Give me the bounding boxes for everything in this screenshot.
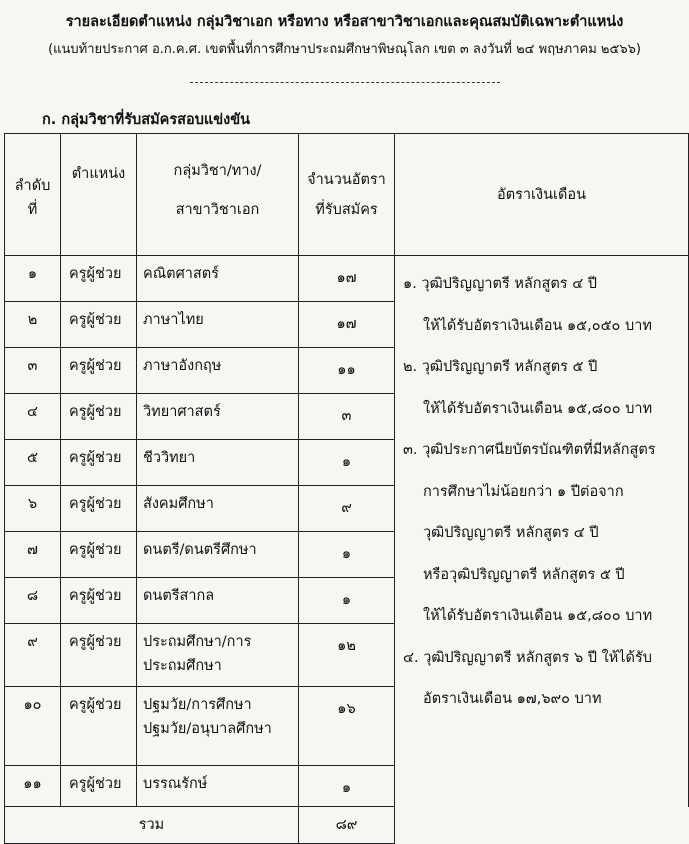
salary-line: ๔. วุฒิปริญญาตรี หลักสูตร ๖ ปี ให้ได้รับ <box>403 649 652 666</box>
row-number: ๔ <box>5 394 61 440</box>
dotted-divider <box>190 82 500 83</box>
row-number: ๒ <box>5 302 61 348</box>
row-count: ๑๑ <box>299 348 395 394</box>
total-salary-cell <box>395 807 689 844</box>
positions-table <box>4 133 689 844</box>
row-count: ๑๗ <box>299 256 395 302</box>
row-count: ๑ <box>299 578 395 624</box>
salary-line: การศึกษาไม่น้อยกว่า ๑ ปีต่อจาก <box>423 483 624 500</box>
total-count: ๘๙ <box>299 807 395 844</box>
document-title: รายละเอียดตำแหน่ง กลุ่มวิชาเอก หรือทาง หรือสาขาวิชาเอกและคุณสมบัติเฉพาะตำแหน่ง <box>65 14 624 30</box>
header-count-line2: ที่รับสมัคร <box>315 201 378 218</box>
row-position: ครูผู้ช่วย <box>61 256 137 302</box>
header-salary: อัตราเงินเดือน <box>395 134 689 256</box>
salary-line: ให้ได้รับอัตราเงินเดือน ๑๕,๐๕๐ บาท <box>423 317 652 334</box>
table-total-row <box>5 807 689 844</box>
salary-line: หรือวุฒิปริญญาตรี หลักสูตร ๕ ปี <box>423 566 625 583</box>
row-number: ๘ <box>5 578 61 624</box>
row-number: ๓ <box>5 348 61 394</box>
row-position: ครูผู้ช่วย <box>61 766 137 807</box>
header-subject-line1: กลุ่มวิชา/ทาง/ <box>173 162 262 179</box>
document-subtitle: (แนบท้ายประกาศ อ.ก.ค.ศ. เขตพื้นที่การศึกษาประถมศึกษาพิษณุโลก เขต ๓ ลงวันที่ ๒๔ พฤษภาคม ๒๕๖๖) <box>48 42 641 57</box>
row-count: ๑ <box>299 766 395 807</box>
row-position: ครูผู้ช่วย <box>61 624 137 687</box>
row-count: ๑ <box>299 440 395 486</box>
row-number: ๖ <box>5 486 61 532</box>
row-subject: คณิตศาสตร์ <box>137 256 299 302</box>
row-position: ครูผู้ช่วย <box>61 440 137 486</box>
row-subject: ชีววิทยา <box>137 440 299 486</box>
row-position: ครูผู้ช่วย <box>61 302 137 348</box>
row-count: ๑๒ <box>299 624 395 687</box>
row-position: ครูผู้ช่วย <box>61 578 137 624</box>
row-position: ครูผู้ช่วย <box>61 348 137 394</box>
row-subject: ดนตรีสากล <box>137 578 299 624</box>
row-position: ครูผู้ช่วย <box>61 532 137 578</box>
row-count: ๑๖ <box>299 687 395 766</box>
row-number: ๙ <box>5 624 61 687</box>
row-subject-line1: ประถมศึกษา/การ <box>143 634 252 650</box>
table-header-row <box>5 134 689 256</box>
row-count: ๓ <box>299 394 395 440</box>
salary-line: ๒. วุฒิปริญญาตรี หลักสูตร ๕ ปี <box>403 359 598 375</box>
row-subject: ภาษาอังกฤษ <box>137 348 299 394</box>
header-order-line2: ที่ <box>27 201 38 218</box>
salary-line: ๓. วุฒิประกาศนียบัตรบัณฑิตที่มีหลักสูตร <box>403 442 656 458</box>
row-position: ครูผู้ช่วย <box>61 394 137 440</box>
row-subject <box>137 624 299 687</box>
total-label: รวม <box>5 807 299 844</box>
row-position: ครูผู้ช่วย <box>61 486 137 532</box>
salary-line: ให้ได้รับอัตราเงินเดือน ๑๕,๘๐๐ บาท <box>423 608 653 624</box>
header-order-line1: ลำดับ <box>14 177 51 194</box>
row-number: ๕ <box>5 440 61 486</box>
header-count-line1: จำนวนอัตรา <box>307 171 386 188</box>
salary-line: ให้ได้รับอัตราเงินเดือน ๑๕,๘๐๐ บาท <box>423 400 653 417</box>
row-subject-line1: ปฐมวัย/การศึกษา <box>143 697 252 713</box>
row-subject: ภาษาไทย <box>137 302 299 348</box>
row-number: ๑๑ <box>5 766 61 807</box>
header-subject <box>137 134 299 256</box>
row-subject: บรรณรักษ์ <box>137 766 299 807</box>
row-subject <box>137 687 299 766</box>
header-order <box>5 134 61 256</box>
section-title: ก. กลุ่มวิชาที่รับสมัครสอบแข่งขัน <box>42 112 251 128</box>
row-count: ๙ <box>299 486 395 532</box>
row-subject-line2: ประถมศึกษา <box>143 658 222 674</box>
row-subject-line2: ปฐมวัย/อนุบาลศึกษา <box>143 721 272 737</box>
row-subject: ดนตรี/ดนตรีศึกษา <box>137 532 299 578</box>
row-number: ๗ <box>5 532 61 578</box>
row-subject: สังคมศึกษา <box>137 486 299 532</box>
table-row <box>5 256 689 302</box>
row-number: ๑๐ <box>5 687 61 766</box>
row-count: ๑ <box>299 532 395 578</box>
salary-line: วุฒิปริญญาตรี หลักสูตร ๔ ปี <box>423 525 599 541</box>
row-count: ๑๗ <box>299 302 395 348</box>
salary-line: อัตราเงินเดือน ๑๗,๖๙๐ บาท <box>423 691 602 707</box>
salary-line: ๑. วุฒิปริญญาตรี หลักสูตร ๔ ปี <box>403 276 597 292</box>
header-position: ตำแหน่ง <box>61 134 137 256</box>
row-position: ครูผู้ช่วย <box>61 687 137 766</box>
header-count <box>299 134 395 256</box>
row-subject: วิทยาศาสตร์ <box>137 394 299 440</box>
header-subject-line2: สาขาวิชาเอก <box>175 201 260 218</box>
salary-details <box>395 256 689 807</box>
row-number: ๑ <box>5 256 61 302</box>
